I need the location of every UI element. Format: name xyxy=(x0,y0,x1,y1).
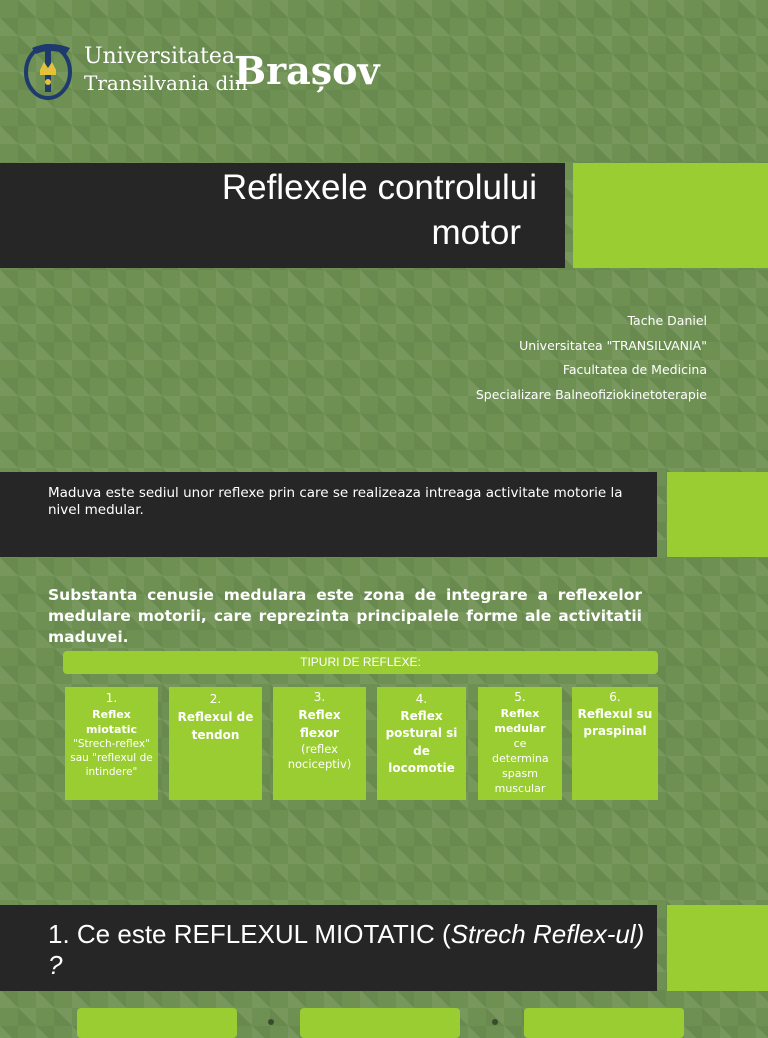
question-band xyxy=(0,905,657,991)
body-paragraph: Substanta cenusie medulara este zona de integrare a reflexelor medulare motorii, care reprezinta principalele forme ale activitatii maduvei. xyxy=(48,586,642,646)
question-open: ( xyxy=(434,919,451,949)
reflex-card-title: Reflex miotatic xyxy=(85,707,138,736)
question-accent-block xyxy=(667,905,768,991)
reflex-card-title: Reflexul supraspinal xyxy=(577,706,653,738)
author-block xyxy=(476,313,707,411)
reflex-card-title: Reflexul de tendon xyxy=(177,710,254,742)
author-specialization: Specializare Balneofiziokinetoterapie xyxy=(475,386,707,402)
question-prefix: 1. Ce este xyxy=(48,919,174,949)
author-university: Universitatea "TRANSILVANIA" xyxy=(519,337,707,353)
reflex-card-2 xyxy=(169,687,262,800)
reflex-card-title: Reflex postural si de locomotie xyxy=(385,708,458,775)
reflex-card-number: 3. xyxy=(313,690,326,704)
reflex-card-desc: (reflex nociceptiv) xyxy=(287,741,352,771)
reflex-card-5 xyxy=(478,687,562,800)
question-bold: REFLEXUL MIOTATIC xyxy=(173,919,435,949)
reflex-types-header: TIPURI DE REFLEXE: xyxy=(63,651,658,674)
reflex-card-4 xyxy=(377,687,466,800)
logo-city: Brașov xyxy=(234,48,380,93)
question-heading xyxy=(48,919,657,981)
question-italic: Strech Reflex-ul xyxy=(450,919,636,949)
reflex-card-number: 1. xyxy=(105,691,118,705)
intro-accent-block xyxy=(667,472,768,557)
slide-title-line-1: Reflexele controlului xyxy=(221,168,537,207)
flow-box-1 xyxy=(77,1008,237,1038)
author-faculty: Facultatea de Medicina xyxy=(562,362,707,377)
reflex-card-desc: "Strech-reflex" sau "reflexul de intindere" xyxy=(70,737,153,778)
university-crest-icon xyxy=(22,38,78,102)
intro-band xyxy=(0,472,657,557)
reflex-card-number: 5. xyxy=(514,690,526,704)
flow-box-3 xyxy=(524,1008,684,1038)
reflex-card-number: 6. xyxy=(609,690,621,704)
reflex-card-3 xyxy=(273,687,366,800)
reflex-card-title: Reflex medular xyxy=(494,706,546,735)
reflex-card-6 xyxy=(572,687,658,800)
author-name: Tache Daniel xyxy=(627,313,707,328)
slide-title-line-2: motor xyxy=(431,213,521,252)
flow-arrow-icon xyxy=(268,1019,274,1025)
flow-box-2 xyxy=(300,1008,460,1038)
university-logo xyxy=(22,38,412,108)
reflex-card-1 xyxy=(65,687,158,800)
title-band xyxy=(0,163,565,268)
reflex-card-desc: ce determina spasm muscular xyxy=(492,736,549,795)
logo-line-2: Transilvania din xyxy=(84,71,248,95)
reflex-card-title: Reflex flexor xyxy=(298,707,341,740)
logo-line-1: Universitatea xyxy=(84,44,235,69)
slide-title xyxy=(17,163,537,255)
reflex-card-number: 4. xyxy=(415,692,428,706)
reflex-card-number: 2. xyxy=(209,692,222,706)
question-close: ) ? xyxy=(48,919,645,980)
flow-arrow-icon xyxy=(492,1019,498,1025)
intro-text: Maduva este sediul unor reflexe prin care se realizeaza intreaga activitate motorie la nivel medular. xyxy=(48,485,623,518)
title-accent-block xyxy=(573,163,768,268)
